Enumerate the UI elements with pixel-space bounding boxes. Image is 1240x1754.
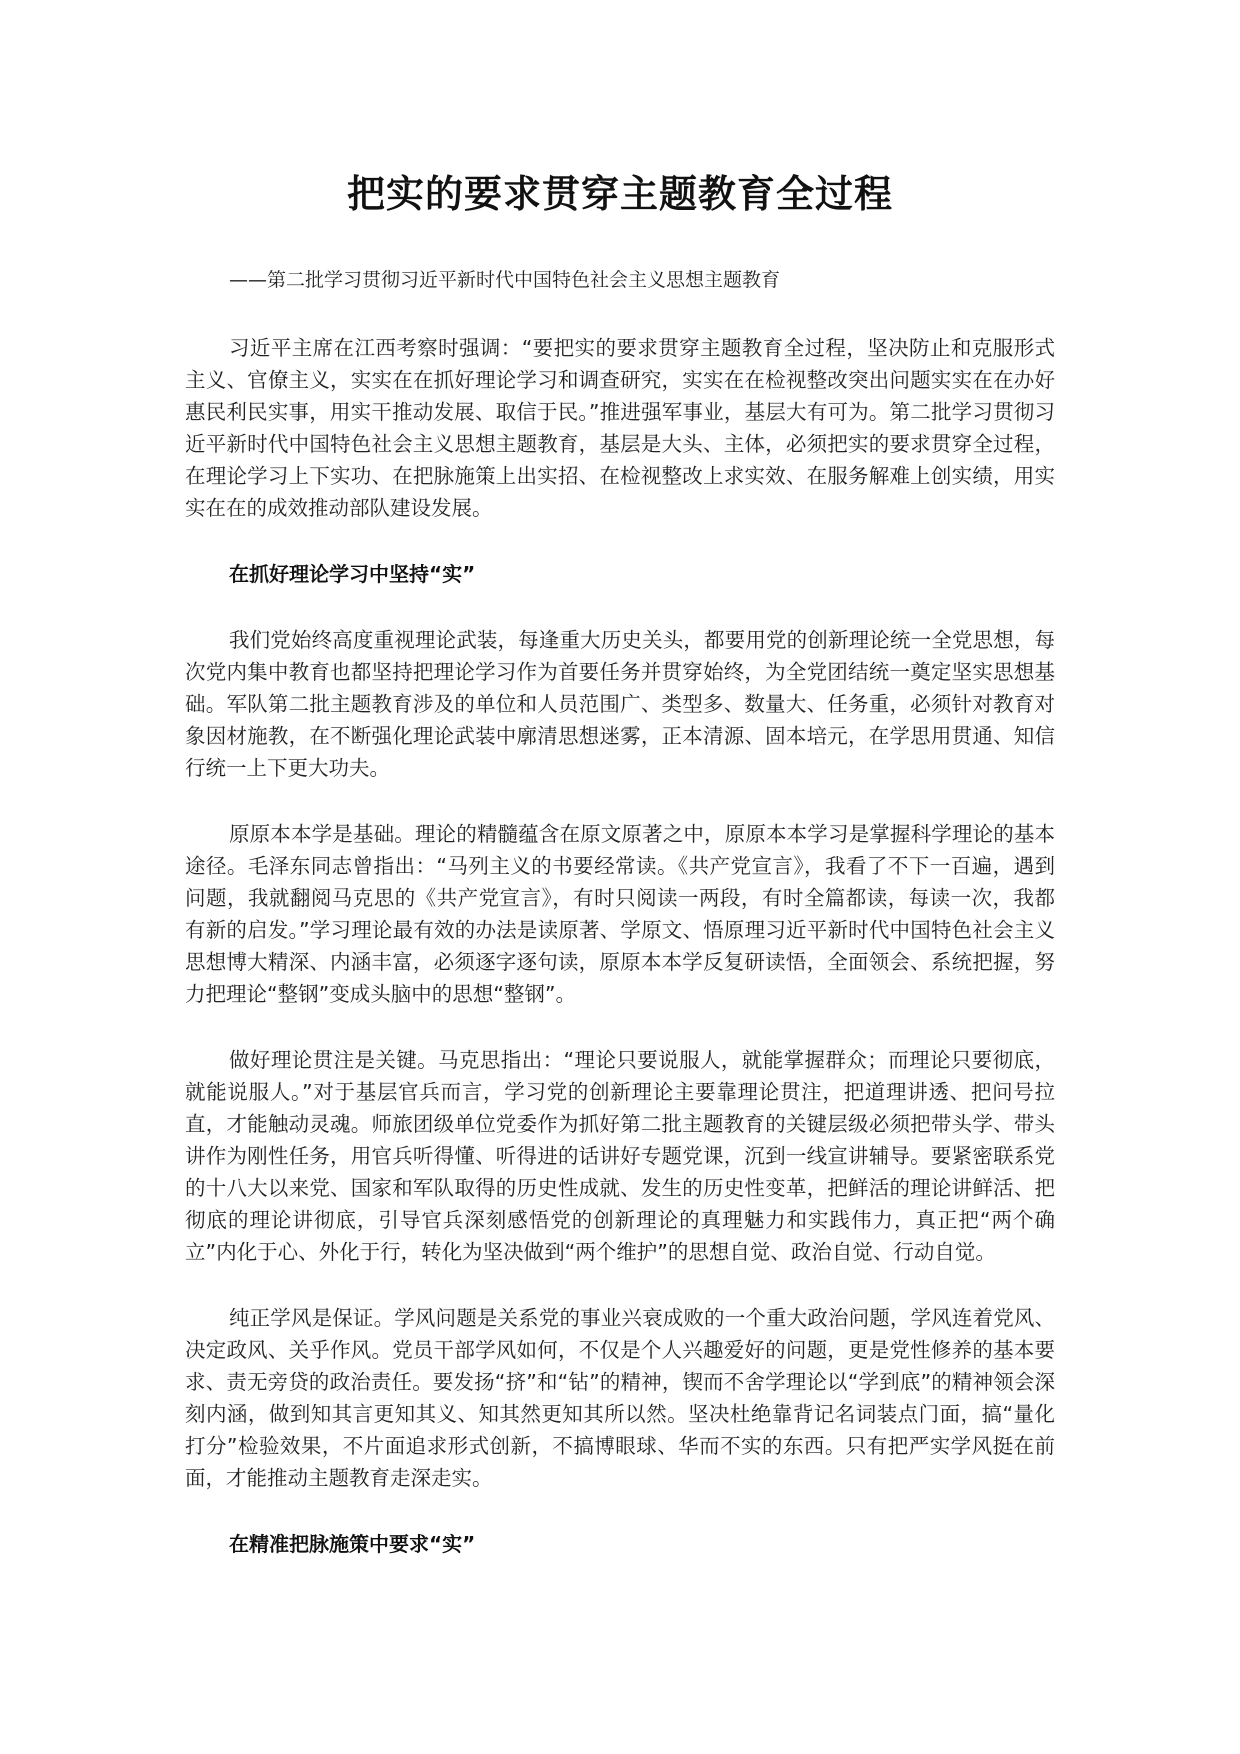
body-paragraph: 纯正学风是保证。学风问题是关系党的事业兴衰成败的一个重大政治问题，学风连着党风、决定政风、关乎作风。党员干部学风如何，不仅是个人兴趣爱好的问题，更是党性修养的基本要求、责无旁贷的政治责任。要发扬“挤”和“钻”的精神，锲而不舍学理论以“学到底”的精神领会深刻内涵，做到知其言更知其义、知其然更知其所以然。坚决杜绝靠背记名词装点门面，搞“量化打分”检验效果，不片面追求形式创新，不搞博眼球、华而不实的东西。只有把严实学风挺在前面，才能推动主题教育走深走实。 — [185, 1306, 1055, 1490]
document-page — [185, 170, 1055, 1594]
body-paragraph: 原原本本学是基础。理论的精髓蕴含在原文原著之中，原原本本学习是掌握科学理论的基本途径。毛泽东同志曾指出：“马列主义的书要经常读。《共产党宣言》，我看了不下一百遍，遇到问题，我就翻阅马克思的《共产党宣言》，有时只阅读一两段，有时全篇都读，每读一次，我都有新的启发。”学习理论最有效的办法是读原著、学原文、悟原理习近平新时代中国特色社会主义思想博大精深、内涵丰富，必须逐字逐句读，原原本本学反复研读悟，全面领会、系统把握，努力把理论“整钢”变成头脑中的思想“整钢”。 — [185, 822, 1055, 1006]
document-subtitle: ——第二批学习贯彻习近平新时代中国特色社会主义思想主题教育 — [229, 269, 781, 291]
intro-paragraph: 习近平主席在江西考察时强调：“要把实的要求贯穿主题教育全过程，坚决防止和克服形式主义、官僚主义，实实在在抓好理论学习和调查研究，实实在在检视整改突出问题实实在在办好惠民利民实事，用实干推动发展、取信于民。”推进强军事业，基层大有可为。第二批学习贯彻习近平新时代中国特色社会主义思想主题教育，基层是大头、主体，必须把实的要求贯穿全过程，在理论学习上下实功、在把脉施策上出实招、在检视整改上求实效、在服务解难上创实绩，用实实在在的成效推动部队建设发展。 — [185, 336, 1055, 520]
document-title: 把实的要求贯穿主题教育全过程 — [346, 172, 893, 216]
body-paragraph: 做好理论贯注是关键。马克思指出：“理论只要说服人，就能掌握群众；而理论只要彻底，就能说服人。”对于基层官兵而言，学习党的创新理论主要靠理论贯注，把道理讲透、把问号拉直，才能触动灵魂。师旅团级单位党委作为抓好第二批主题教育的关键层级必须把带头学、带头讲作为刚性任务，用官兵听得懂、听得进的话讲好专题党课，沉到一线宣讲辅导。要紧密联系党的十八大以来党、国家和军队取得的历史性成就、发生的历史性变革，把鲜活的理论讲鲜活、把彻底的理论讲彻底，引导官兵深刻感悟党的创新理论的真理魅力和实践伟力，真正把“两个确立”内化于心、外化于行，转化为坚决做到“两个维护”的思想自觉、政治自觉、行动自觉。 — [185, 1048, 1055, 1264]
section-heading-1: 在抓好理论学习中坚持“实” — [229, 562, 476, 586]
body-paragraph: 我们党始终高度重视理论武装，每逢重大历史关头，都要用党的创新理论统一全党思想，每次党内集中教育也都坚持把理论学习作为首要任务并贯穿始终，为全党团结统一奠定坚实思想基础。军队第二批主题教育涉及的单位和人员范围广、类型多、数量大、任务重，必须针对教育对象因材施教，在不断强化理论武装中廓清思想迷雾，正本清源、固本培元，在学思用贯通、知信行统一上下更大功夫。 — [185, 628, 1055, 780]
section-heading-2: 在精准把脉施策中要求“实” — [229, 1532, 476, 1556]
